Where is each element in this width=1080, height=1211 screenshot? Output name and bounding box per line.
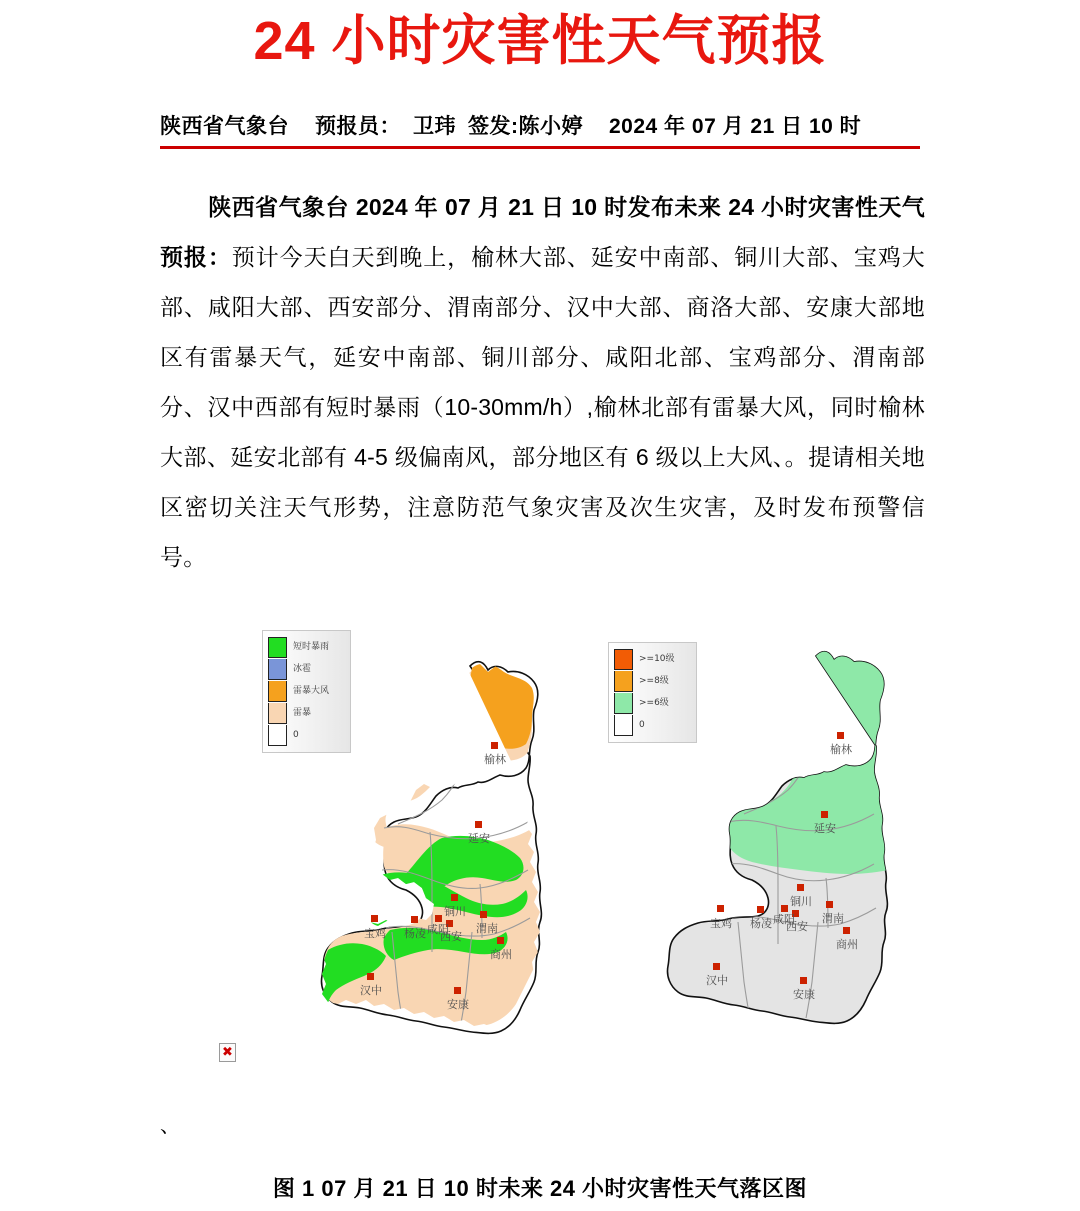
- legend-swatch-short-heavy-rain: [268, 637, 287, 658]
- legend-label: 雷暴: [293, 708, 312, 718]
- legend-swatch-gale-none: [614, 715, 633, 736]
- city-label-hanzhong: 汉中: [360, 984, 382, 997]
- city-dot-shangzhou: [497, 937, 504, 944]
- city-label-tongchuan: 铜川: [444, 905, 466, 918]
- city-dot-yulin: [491, 742, 498, 749]
- legend-swatch-gale-8: [614, 671, 633, 692]
- city-label-ankang: 安康: [793, 988, 815, 1001]
- city-dot-tongchuan: [451, 894, 458, 901]
- legend-swatch-thunderstorm-gale: [268, 681, 287, 702]
- legend-label: 雷暴大风: [293, 686, 330, 696]
- city-dot-yangling: [411, 916, 418, 923]
- city-label-weinan: 渭南: [476, 922, 498, 935]
- wind-force-legend: [608, 642, 697, 743]
- figure-caption: 图 1 07 月 21 日 10 时未来 24 小时灾害性天气落区图: [272, 1176, 808, 1201]
- forecast-body: [160, 182, 925, 582]
- city-label-xian: 西安: [440, 930, 462, 943]
- city-label-tongchuan: 铜川: [790, 895, 812, 908]
- legend-item: [614, 670, 690, 692]
- city-dot-baoji: [717, 905, 724, 912]
- city-dot-yangling: [757, 906, 764, 913]
- legend-item: [268, 636, 344, 658]
- byline: [160, 112, 920, 142]
- legend-item: [614, 648, 690, 670]
- city-label-xianyang: 咸阳: [773, 913, 795, 926]
- broken-image-icon[interactable]: ✖: [219, 1043, 236, 1062]
- legend-label: >=6级: [639, 698, 669, 708]
- city-dot-xianyang: [781, 905, 788, 912]
- byline-forecaster-name: 卫玮: [413, 115, 456, 138]
- city-label-yangling: 杨凌: [404, 927, 426, 940]
- city-dot-shangzhou: [843, 927, 850, 934]
- legend-swatch-gale-6: [614, 693, 633, 714]
- forecast-lead: 陕西省气象台 2024 年 07 月 21 日 10 时发布未来 24 小时灾害性天气预报：: [160, 194, 925, 270]
- city-label-yanan: 延安: [814, 822, 836, 835]
- stray-punctuation: 、: [160, 1115, 180, 1137]
- figure-area: [0, 622, 1080, 1142]
- city-dot-yulin: [837, 732, 844, 739]
- city-label-baoji: 宝鸡: [710, 917, 732, 930]
- city-dot-ankang: [800, 977, 807, 984]
- byline-issuer: 陕西省气象台: [160, 115, 289, 138]
- page-title: 24 小时灾害性天气预报: [253, 11, 827, 71]
- city-label-yangling: 杨凌: [750, 917, 772, 930]
- legend-item: [268, 702, 344, 724]
- legend-label: >=10级: [639, 654, 675, 664]
- city-label-weinan: 渭南: [822, 912, 844, 925]
- byline-datetime: 2024 年 07 月 21 日 10 时: [609, 115, 862, 138]
- city-dot-baoji: [371, 915, 378, 922]
- city-dot-yanan: [821, 811, 828, 818]
- gale-zone-level6: [725, 642, 898, 874]
- legend-swatch-hail: [268, 659, 287, 680]
- legend-item: [268, 724, 344, 746]
- city-dot-xianyang: [435, 915, 442, 922]
- city-label-xianyang: 咸阳: [427, 923, 449, 936]
- byline-block: [160, 112, 920, 149]
- legend-swatch-gale-10: [614, 649, 633, 670]
- legend-item: [614, 692, 690, 714]
- legend-swatch-none: [268, 725, 287, 746]
- legend-item: [614, 714, 690, 736]
- forecast-detail: 预计今天白天到晚上，榆林大部、延安中南部、铜川大部、宝鸡大部、咸阳大部、西安部分、渭南部分、汉中大部、商洛大部、安康大部地区有雷暴天气，延安中南部、铜川部分、咸阳北部、宝鸡部分、渭南部分、汉中西部有短时暴雨（10-30mm/h）,榆林北部有雷暴大风，同时榆林大部、延安北部有 4-5 级偏南风，部分地区有 6 级以上大风、。提请相关地区密切关注天气形势，注意防范气象灾害及次生灾害，及时发布预警信号。: [160, 244, 925, 570]
- city-dot-yanan: [475, 821, 482, 828]
- city-label-ankang: 安康: [447, 998, 469, 1011]
- city-label-hanzhong: 汉中: [706, 974, 728, 987]
- city-dot-weinan: [480, 911, 487, 918]
- city-label-xian: 西安: [786, 920, 808, 933]
- city-dot-weinan: [826, 901, 833, 908]
- city-label-yulin: 榆林: [830, 743, 852, 756]
- legend-label: 冰雹: [293, 664, 312, 674]
- header-divider: [160, 146, 920, 149]
- legend-label: >=8级: [639, 676, 669, 686]
- byline-forecaster-label: 预报员：: [315, 115, 401, 138]
- city-dot-hanzhong: [713, 963, 720, 970]
- city-label-yanan: 延安: [468, 832, 490, 845]
- city-label-shangzhou: 商州: [490, 948, 512, 961]
- city-dot-ankang: [454, 987, 461, 994]
- legend-item: [268, 658, 344, 680]
- city-dot-hanzhong: [367, 973, 374, 980]
- city-label-yulin: 榆林: [484, 753, 506, 766]
- city-label-baoji: 宝鸡: [364, 927, 386, 940]
- city-dot-tongchuan: [797, 884, 804, 891]
- city-label-shangzhou: 商州: [836, 938, 858, 951]
- legend-item: [268, 680, 344, 702]
- legend-label: 0: [639, 720, 645, 730]
- legend-label: 短时暴雨: [293, 642, 330, 652]
- byline-signed-name: 陈小婷: [518, 115, 583, 138]
- legend-swatch-thunderstorm: [268, 703, 287, 724]
- byline-signed-label: 签发:: [468, 115, 519, 138]
- severe-weather-legend: [262, 630, 351, 753]
- legend-label: 0: [293, 730, 299, 740]
